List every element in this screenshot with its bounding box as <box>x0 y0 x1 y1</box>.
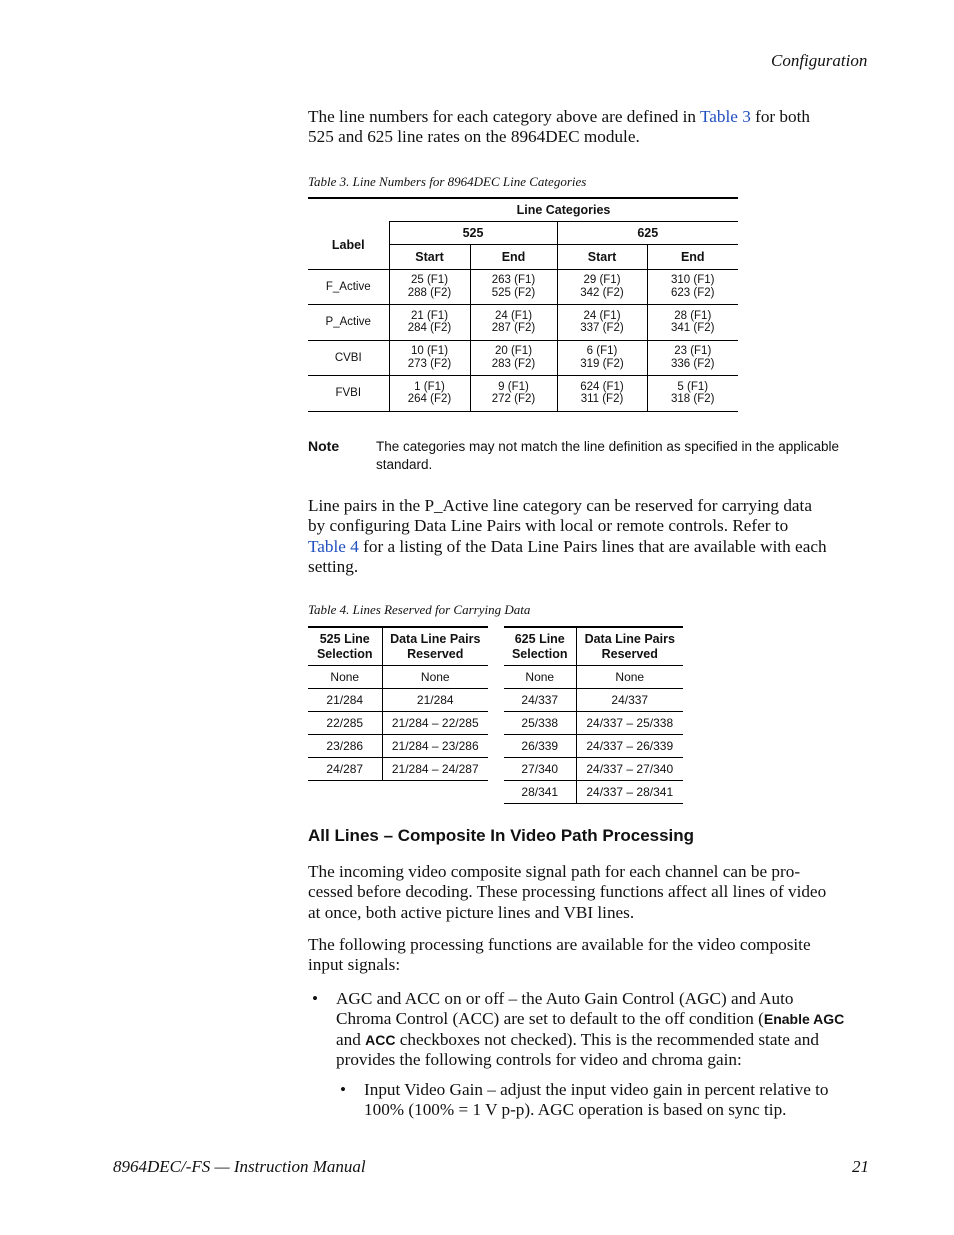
table-row: 24/337 24/337 <box>504 689 683 712</box>
table-row: 24/287 21/284 – 24/287 <box>308 758 488 781</box>
note-text: The categories may not match the line definition as specified in the applicable standard. <box>376 439 840 472</box>
row-label: FVBI <box>308 376 389 412</box>
table-row: 23/286 21/284 – 23/286 <box>308 735 488 758</box>
intro-paragraph <box>308 107 870 148</box>
table-row <box>308 305 738 341</box>
line-categories-header: Line Categories <box>389 198 738 221</box>
start-625-header: Start <box>557 244 647 269</box>
cell: 24 (F1) 287 (F2) <box>470 305 557 341</box>
intro-line2: 525 and 625 line rates on the 8964DEC module. <box>308 127 640 147</box>
intro-text-tail: for both <box>750 107 810 126</box>
table-row: 25/338 24/337 – 25/338 <box>504 712 683 735</box>
reserved-625-header: Data Line Pairs Reserved <box>576 627 683 666</box>
table-row <box>308 340 738 376</box>
table-row: 21/284 21/284 <box>308 689 488 712</box>
table-row: 22/285 21/284 – 22/285 <box>308 712 488 735</box>
table-row <box>308 376 738 412</box>
lines-reserved-625-table <box>504 626 683 804</box>
enable-agc-keyword: Enable AGC <box>763 1011 845 1028</box>
cell: 624 (F1) 311 (F2) <box>557 376 647 412</box>
table-row <box>308 269 738 305</box>
table-row: 27/340 24/337 – 27/340 <box>504 758 683 781</box>
table4-caption: Table 4. Lines Reserved for Carrying Data <box>308 602 531 617</box>
cell: 21 (F1) 284 (F2) <box>389 305 470 341</box>
cell: 20 (F1) 283 (F2) <box>470 340 557 376</box>
label-header: Label <box>308 221 389 269</box>
empty-corner <box>308 198 389 221</box>
agc-acc-bullet: AGC and ACC on or off – the Auto Gain Control (AGC) and Auto Chroma Control (ACC) are set to default to the off condition (Enable AGC and ACC checkboxes not checked). This is the recommended state and provides the following controls for video and chroma gain: <box>336 989 845 1069</box>
cell: 10 (F1) 273 (F2) <box>389 340 470 376</box>
cell: 263 (F1) 525 (F2) <box>470 269 557 305</box>
input-video-gain-bullet: Input Video Gain – adjust the input video gain in percent relative to 100% (100% = 1 V p-p). AGC operation is based on sync tip. <box>364 1080 829 1120</box>
rate-525-header: 525 <box>389 221 557 244</box>
row-label: P_Active <box>308 305 389 341</box>
end-525-header: End <box>470 244 557 269</box>
page-number: 21 <box>852 1157 869 1176</box>
reserved-525-header: Data Line Pairs Reserved <box>382 627 488 666</box>
running-header: Configuration <box>771 51 868 70</box>
cell: 25 (F1) 288 (F2) <box>389 269 470 305</box>
table-row: None None <box>504 666 683 689</box>
cell: 24 (F1) 337 (F2) <box>557 305 647 341</box>
cell: 28 (F1) 341 (F2) <box>647 305 738 341</box>
table-row: 28/341 24/337 – 28/341 <box>504 781 683 804</box>
cell: 1 (F1) 264 (F2) <box>389 376 470 412</box>
processing-functions-paragraph: The following processing functions are available for the video composite input signals: <box>308 935 811 975</box>
line-categories-table <box>308 197 738 412</box>
footer-manual-title: 8964DEC/-FS — Instruction Manual <box>113 1157 366 1176</box>
cell: 6 (F1) 319 (F2) <box>557 340 647 376</box>
data-line-pairs-paragraph: Line pairs in the P_Active line category can be reserved for carrying data by configuring Data Line Pairs with local or remote controls. Refer to Table 4 for a listing of the Data Line Pairs lines that are available with each setting. <box>308 496 827 576</box>
cell: 29 (F1) 342 (F2) <box>557 269 647 305</box>
row-label: F_Active <box>308 269 389 305</box>
composite-path-paragraph: The incoming video composite signal path for each channel can be pro- cessed before decoding. These processing functions affect all lines of video at once, both active picture lines and VBI lines. <box>308 862 827 922</box>
start-525-header: Start <box>389 244 470 269</box>
end-625-header: End <box>647 244 738 269</box>
table3-link[interactable]: Table 3 <box>699 107 751 126</box>
sub-bullet-marker: • <box>340 1080 347 1099</box>
selection-525-header: 525 Line Selection <box>308 627 382 666</box>
cell: 9 (F1) 272 (F2) <box>470 376 557 412</box>
section-heading: All Lines – Composite In Video Path Processing <box>308 826 695 845</box>
table-row: None None <box>308 666 488 689</box>
cell: 23 (F1) 336 (F2) <box>647 340 738 376</box>
table3-caption: Table 3. Line Numbers for 8964DEC Line Categories <box>308 174 587 189</box>
selection-625-header: 625 Line Selection <box>504 627 576 666</box>
cell: 310 (F1) 623 (F2) <box>647 269 738 305</box>
note-label: Note <box>308 438 340 454</box>
row-label: CVBI <box>308 340 389 376</box>
bullet-marker: • <box>312 989 319 1008</box>
rate-625-header: 625 <box>557 221 738 244</box>
acc-keyword: ACC <box>365 1031 396 1048</box>
table4-link[interactable]: Table 4 <box>308 536 359 556</box>
lines-reserved-525-table <box>308 626 488 781</box>
intro-text: The line numbers for each category above are defined in <box>308 107 700 126</box>
table-row: 26/339 24/337 – 26/339 <box>504 735 683 758</box>
cell: 5 (F1) 318 (F2) <box>647 376 738 412</box>
